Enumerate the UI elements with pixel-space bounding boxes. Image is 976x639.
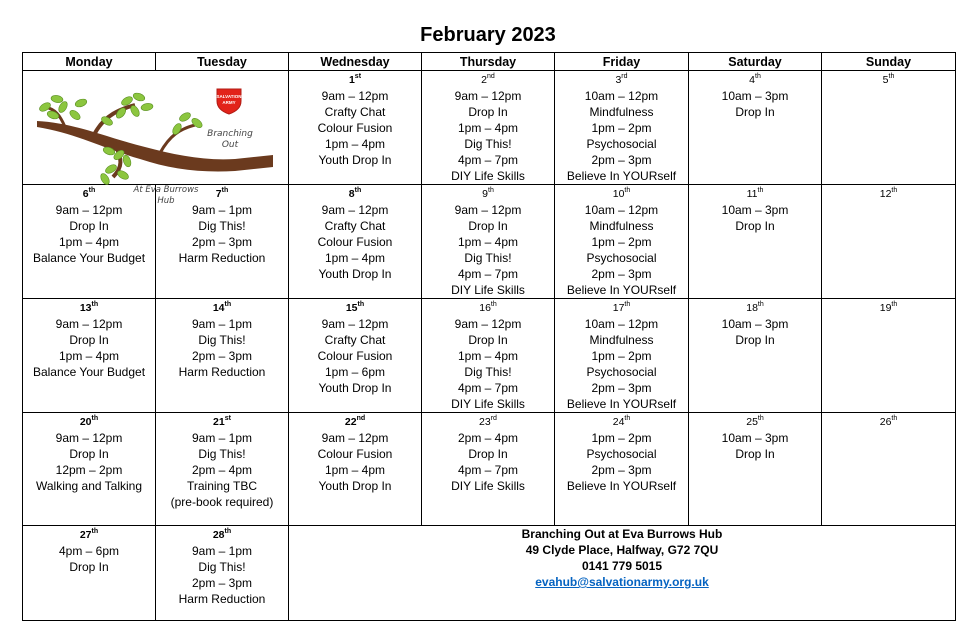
event-line: 1pm – 4pm: [324, 137, 386, 151]
hub-info-cell: [289, 526, 956, 621]
event-line: Harm Reduction: [178, 251, 266, 265]
logo-text-hub: At Eva Burrows Hub: [133, 185, 199, 206]
day-cell: [822, 71, 956, 185]
event-line: Drop In: [69, 447, 109, 461]
hub-email-link[interactable]: evahub@salvationarmy.org.uk: [535, 575, 709, 589]
event-line: 9am – 1pm: [191, 544, 253, 558]
day-cell: [822, 299, 956, 413]
event-line: Drop In: [468, 105, 508, 119]
event-line: 2pm – 4pm: [457, 431, 519, 445]
event-line: 9am – 12pm: [55, 203, 123, 217]
event-line: Psychosocial: [586, 365, 657, 379]
event-line: Dig This!: [198, 219, 246, 233]
salvation-army-shield-icon: [215, 85, 243, 115]
weekday-header: Saturday: [689, 53, 822, 71]
hub-phone: 0141 779 5015: [581, 559, 663, 573]
event-line: Dig This!: [198, 333, 246, 347]
event-line: Dig This!: [464, 251, 512, 265]
event-line: 9am – 12pm: [454, 203, 522, 217]
day-number: 20th: [79, 415, 99, 428]
event-line: Colour Fusion: [317, 349, 393, 363]
day-number: 2nd: [481, 73, 495, 86]
event-line: Walking and Talking: [35, 479, 143, 493]
event-line: 9am – 12pm: [55, 317, 123, 331]
day-cell: [689, 413, 822, 526]
day-number: 6th: [82, 187, 96, 200]
event-line: 2pm – 3pm: [591, 381, 652, 395]
day-number: 1st: [348, 73, 362, 86]
day-number: 8th: [348, 187, 362, 200]
event-line: 2pm – 3pm: [591, 463, 652, 477]
event-line: Drop In: [735, 105, 775, 119]
event-line: 1pm – 2pm: [591, 349, 652, 363]
event-line: Mindfulness: [589, 219, 654, 233]
hub-address: 49 Clyde Place, Halfway, G72 7QU: [525, 543, 719, 557]
event-line: Psychosocial: [586, 137, 657, 151]
event-line: Dig This!: [198, 560, 246, 574]
event-line: 9am – 12pm: [454, 89, 522, 103]
weekday-header: Thursday: [422, 53, 555, 71]
event-line: 4pm – 7pm: [457, 153, 519, 167]
weekday-header-row: [23, 53, 956, 71]
event-line: Drop In: [468, 219, 508, 233]
event-line: Psychosocial: [586, 447, 657, 461]
weekday-header: Tuesday: [156, 53, 289, 71]
day-number: 14th: [212, 301, 232, 314]
event-line: 1pm – 2pm: [591, 235, 652, 249]
event-line: Training TBC: [186, 479, 258, 493]
day-cell: [156, 526, 289, 621]
event-line: 1pm – 4pm: [58, 235, 120, 249]
event-line: Youth Drop In: [318, 381, 392, 395]
day-number: 3rd: [615, 73, 628, 86]
day-cell: [689, 71, 822, 185]
event-line: 1pm – 4pm: [457, 121, 519, 135]
day-cell: [289, 413, 422, 526]
day-cell: [822, 413, 956, 526]
event-line: 10am – 12pm: [584, 317, 659, 331]
day-number: 22nd: [344, 415, 366, 428]
event-line: Crafty Chat: [324, 105, 386, 119]
day-number: 7th: [215, 187, 229, 200]
hub-name: Branching Out at Eva Burrows Hub: [521, 527, 723, 541]
event-line: 1pm – 4pm: [457, 349, 519, 363]
event-line: 9am – 12pm: [55, 431, 123, 445]
event-line: 2pm – 3pm: [191, 576, 253, 590]
day-number: 9th: [482, 187, 494, 200]
week-row: [23, 299, 956, 413]
day-number: 27th: [79, 528, 99, 541]
event-line: 1pm – 2pm: [591, 121, 652, 135]
event-line: 2pm – 3pm: [591, 153, 652, 167]
event-line: Colour Fusion: [317, 447, 393, 461]
day-number: 26th: [879, 415, 898, 428]
day-cell: [23, 526, 156, 621]
event-line: Psychosocial: [586, 251, 657, 265]
weekday-header: Wednesday: [289, 53, 422, 71]
week-row: [23, 413, 956, 526]
svg-text:ARMY: ARMY: [222, 100, 236, 105]
event-line: Believe In YOURself: [566, 397, 677, 411]
event-line: 9am – 1pm: [191, 203, 253, 217]
event-line: 2pm – 3pm: [191, 235, 253, 249]
event-line: 1pm – 4pm: [324, 463, 386, 477]
event-line: Drop In: [468, 333, 508, 347]
event-line: 10am – 3pm: [721, 317, 789, 331]
week-row: [23, 71, 956, 185]
day-cell: [689, 185, 822, 299]
event-line: 2pm – 3pm: [191, 349, 253, 363]
logo-text-branching: Branching Out: [207, 129, 253, 150]
weekday-header: Monday: [23, 53, 156, 71]
day-cell: [422, 71, 555, 185]
weekday-header: Friday: [555, 53, 689, 71]
calendar-table: [22, 52, 956, 621]
day-cell: [289, 71, 422, 185]
day-cell: [422, 299, 555, 413]
day-number: 18th: [746, 301, 764, 314]
day-number: 19th: [879, 301, 898, 314]
event-line: 10am – 12pm: [584, 203, 659, 217]
event-line: Drop In: [735, 219, 775, 233]
event-line: DIY Life Skills: [451, 397, 525, 411]
event-line: 4pm – 7pm: [457, 381, 519, 395]
event-line: Harm Reduction: [178, 592, 266, 606]
day-number: 12th: [879, 187, 898, 200]
event-line: 9am – 1pm: [191, 317, 253, 331]
day-cell: [822, 185, 956, 299]
day-cell: [555, 71, 689, 185]
event-line: Colour Fusion: [317, 121, 393, 135]
day-cell: [555, 185, 689, 299]
event-line: 12pm – 2pm: [55, 463, 123, 477]
event-line: 9am – 12pm: [321, 431, 389, 445]
day-number: 10th: [612, 187, 631, 200]
day-cell: [689, 299, 822, 413]
event-line: 2pm – 4pm: [191, 463, 253, 477]
event-line: Drop In: [735, 333, 775, 347]
event-line: 1pm – 6pm: [324, 365, 386, 379]
event-line: Drop In: [69, 560, 109, 574]
day-number: 16th: [479, 301, 497, 314]
day-number: 24th: [612, 415, 631, 428]
event-line: Crafty Chat: [324, 219, 386, 233]
event-line: Youth Drop In: [318, 479, 392, 493]
event-line: Believe In YOURself: [566, 479, 677, 493]
day-cell: [289, 185, 422, 299]
event-line: 10am – 12pm: [584, 89, 659, 103]
event-line: DIY Life Skills: [451, 283, 525, 297]
day-number: 23rd: [479, 415, 497, 428]
event-line: DIY Life Skills: [451, 479, 525, 493]
svg-text:SALVATION: SALVATION: [216, 94, 242, 99]
day-cell: [156, 413, 289, 526]
event-line: Drop In: [69, 219, 109, 233]
day-cell: [555, 299, 689, 413]
day-number: 17th: [612, 301, 631, 314]
day-number: 25th: [746, 415, 764, 428]
weekday-header: Sunday: [822, 53, 956, 71]
day-number: 21st: [213, 415, 231, 428]
day-cell: [23, 413, 156, 526]
event-line: Dig This!: [464, 365, 512, 379]
day-number: 4th: [749, 73, 761, 86]
event-line: Drop In: [468, 447, 508, 461]
day-number: 15th: [345, 301, 365, 314]
event-line: 9am – 12pm: [321, 89, 389, 103]
event-line: Youth Drop In: [318, 267, 392, 281]
event-line: Mindfulness: [589, 333, 654, 347]
event-line: Balance Your Budget: [32, 365, 146, 379]
event-line: Crafty Chat: [324, 333, 386, 347]
week-row: [23, 526, 956, 621]
event-line: 1pm – 4pm: [58, 349, 120, 363]
event-line: Believe In YOURself: [566, 169, 677, 183]
event-line: Believe In YOURself: [566, 283, 677, 297]
day-cell: [422, 185, 555, 299]
event-line: Youth Drop In: [318, 153, 392, 167]
event-line: 9am – 12pm: [321, 203, 389, 217]
page-title: February 2023: [420, 24, 556, 46]
event-line: 4pm – 7pm: [457, 463, 519, 477]
day-cell: [23, 299, 156, 413]
event-line: 9am – 12pm: [454, 317, 522, 331]
event-line: Balance Your Budget: [32, 251, 146, 265]
event-line: Harm Reduction: [178, 365, 266, 379]
event-line: Drop In: [735, 447, 775, 461]
day-number: 28th: [212, 528, 232, 541]
day-cell: [422, 413, 555, 526]
event-line: Colour Fusion: [317, 235, 393, 249]
event-line: Dig This!: [464, 137, 512, 151]
event-line: Dig This!: [198, 447, 246, 461]
day-cell: [156, 299, 289, 413]
event-line: 4pm – 7pm: [457, 267, 519, 281]
event-line: 4pm – 6pm: [58, 544, 120, 558]
event-line: 1pm – 4pm: [457, 235, 519, 249]
event-line: 9am – 12pm: [321, 317, 389, 331]
day-number: 13th: [79, 301, 99, 314]
day-number: 5th: [882, 73, 895, 86]
event-line: Drop In: [69, 333, 109, 347]
day-cell: [555, 413, 689, 526]
event-line: 1pm – 2pm: [591, 431, 652, 445]
day-number: 11th: [746, 187, 764, 200]
event-line: DIY Life Skills: [451, 169, 525, 183]
event-line: 10am – 3pm: [721, 89, 789, 103]
event-line: 10am – 3pm: [721, 203, 789, 217]
event-line: Mindfulness: [589, 105, 654, 119]
event-line: 9am – 1pm: [191, 431, 253, 445]
event-line: (pre-book required): [170, 495, 274, 509]
event-line: 2pm – 3pm: [591, 267, 652, 281]
event-line: 1pm – 4pm: [324, 251, 386, 265]
day-cell: [289, 299, 422, 413]
event-line: 10am – 3pm: [721, 431, 789, 445]
